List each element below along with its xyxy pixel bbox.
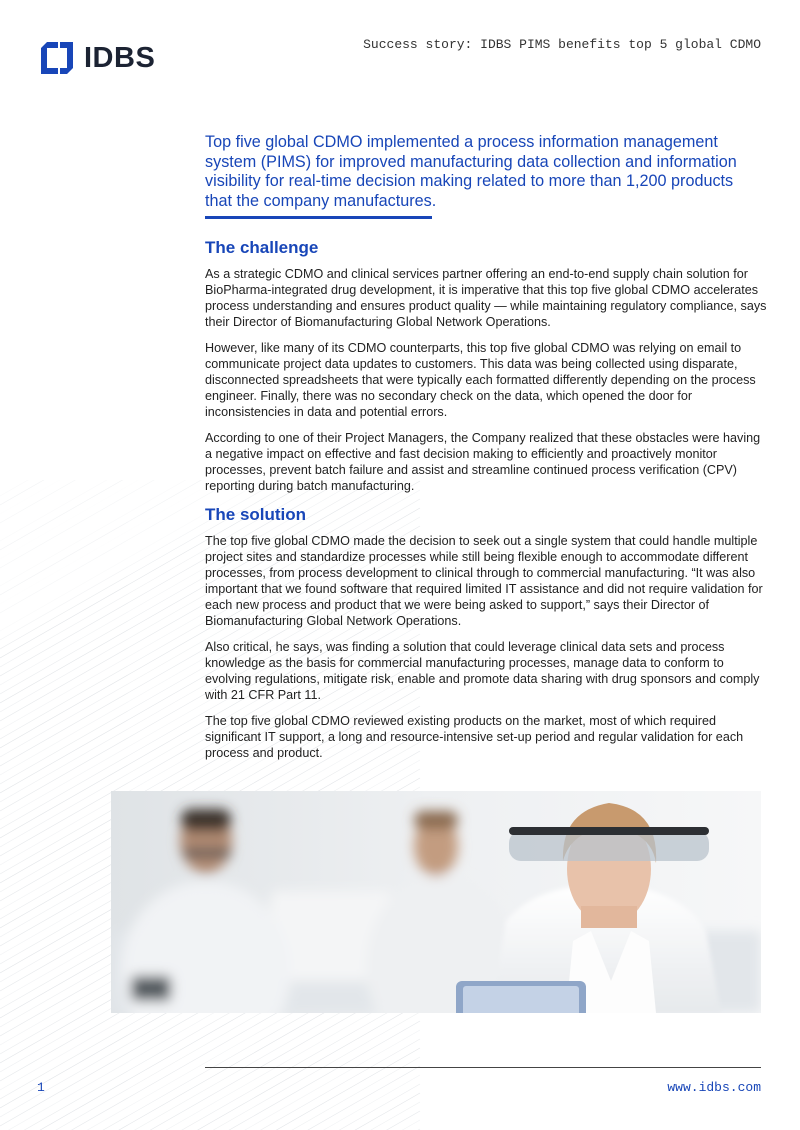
background-stripe <box>0 1093 420 1130</box>
idbs-bracket-logo-icon <box>38 39 76 77</box>
lab-scientists-photo <box>111 791 761 1013</box>
solution-paragraph: The top five global CDMO reviewed existing products on the market, most of which required significant IT support, a long and resource-intensive set-up period and regular validation for each process and product. <box>205 714 744 760</box>
challenge-paragraph: As a strategic CDMO and clinical services partner offering an end-to-end supply chain solution for BioPharma-integrated drug development, it is imperative that this top five global CDMO accelerates process understanding and ensures product quality — while maintaining regulatory compliance, says their Director of Biomanufacturing Global Network Operations. <box>205 267 767 329</box>
background-stripe <box>0 1021 420 1130</box>
challenge-paragraph: However, like many of its CDMO counterparts, this top five global CDMO was relying on email to communicate project data updates to customers. This data was being collected using disparate, disconnected spreadsheets that were typically each formatted differently depending on the process engineer. Finally, there was no secondary check on the data, which opened the door for inconsistencies in data and potential errors. <box>205 341 756 419</box>
background-stripe <box>0 1075 420 1130</box>
background-stripe <box>0 1120 420 1130</box>
background-stripe <box>0 994 420 1130</box>
challenge-heading: The challenge <box>205 238 319 257</box>
article-body <box>205 237 767 771</box>
background-stripe <box>0 1066 420 1130</box>
solution-section <box>205 504 767 761</box>
document-header-title: Success story: IDBS PIMS benefits top 5 global CDMO <box>363 37 761 52</box>
intro-underline-rule <box>205 216 432 219</box>
challenge-section <box>205 237 767 494</box>
page-number: 1 <box>37 1080 45 1095</box>
footer-website-link[interactable]: www.idbs.com <box>667 1080 761 1095</box>
solution-paragraph: The top five global CDMO made the decision to seek out a single system that could handle multiple project sites and standardize processes while still being flexible enough to accommodate different processes, from process development to clinical through to commercial manufacturing. “It was also important that we found software that required limited IT assistance and did not require validation for each new process and product that we were being asked to support,” says their Director of Biomanufacturing Global Network Operations. <box>205 534 763 628</box>
intro-summary: Top five global CDMO implemented a process information management system (PIMS) for improved manufacturing data collection and information visibility for real-time decision making related to more than 1,200 products that the company manufactures. <box>205 133 737 210</box>
solution-heading: The solution <box>205 505 307 524</box>
idbs-logo[interactable] <box>38 38 155 78</box>
solution-paragraph: Also critical, he says, was finding a solution that could leverage clinical data sets and process knowledge as the basis for commercial manufacturing processes, manage data to conform to evolving regulations, mitigate risk, enable and promote data sharing with drug sponsors and comply with 21 CFR Part 11. <box>205 640 760 702</box>
lab-scene-illustration <box>111 791 761 1013</box>
footer-rule <box>205 1067 761 1068</box>
logo-wordmark: IDBS <box>84 42 156 74</box>
challenge-paragraph: According to one of their Project Managers, the Company realized that these obstacles were having a negative impact on effective and fast decision making to efficiently and proactively monitor processes, prevent batch failure and assist and streamline continued process verification (CPV) reporting during batch manufacturing. <box>205 431 761 493</box>
background-stripe <box>0 1039 420 1130</box>
